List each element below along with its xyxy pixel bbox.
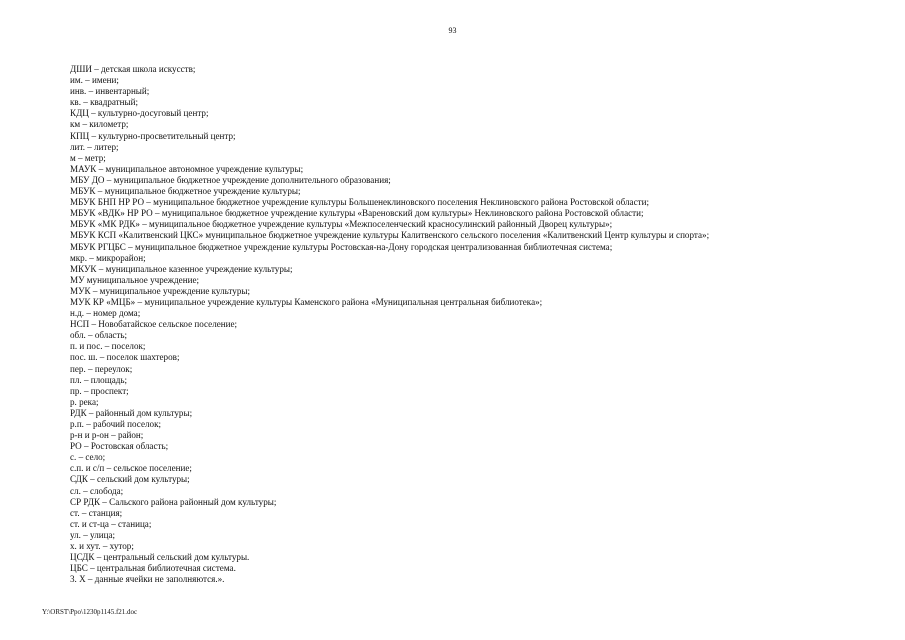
abbreviation-item: МУК КР «МЦБ» – муниципальное учреждение культуры Каменского района «Муниципальная центральная библиотека»; [70,296,543,307]
abbreviation-item: н.д. – номер дома; [70,308,141,319]
abbreviation-item: 3. Х – данные ячейки не заполняются.». [70,574,225,585]
abbreviation-item: НСП – Новобатайское сельское поселение; [70,319,238,330]
abbreviation-item: МБУ ДО – муниципальное бюджетное учреждение дополнительного образования; [70,174,391,185]
abbreviation-item: м – метр; [70,152,106,163]
abbreviation-item: км – километр; [70,119,129,130]
abbreviation-item: МУ муниципальное учреждение; [70,274,200,285]
abbreviation-item: МБУК КСП «Калитвенский ЦКС» муниципальное бюджетное учреждение культуры Калитвенского сельского поселения «Калитвенский Центр культуры и спорта»; [70,230,710,241]
footer-file-path: Y:\ORST\Ppo\1230p1145.f21.doc [42,608,138,616]
abbreviation-item: СДК – сельский дом культуры; [70,474,190,485]
abbreviation-item: ст. и ст-ца – станица; [70,518,152,529]
abbreviation-item: обл. – область; [70,330,128,341]
abbreviation-item: инв. – инвентарный; [70,86,150,97]
abbreviation-item: МБУК «ВДК» НР РО – муниципальное бюджетное учреждение культуры «Вареновский дом культуры» Неклиновского района Ростовской области; [70,208,644,219]
abbreviation-item: ЦСДК – центральный сельский дом культуры. [70,552,250,563]
abbreviation-item: р-н и р-он – район; [70,430,144,441]
abbreviation-item: КДЦ – культурно-досуговый центр; [70,108,209,119]
abbreviation-item: МБУК РГЦБС – муниципальное бюджетное учреждение культуры Ростовская-на-Дону городская централизованная библиотечная система; [70,241,613,252]
abbreviation-item: ул. – улица; [70,529,116,540]
abbreviation-item: пер. – переулок; [70,363,133,374]
abbreviation-item: с.п. и с/п – сельское поселение; [70,463,192,474]
abbreviation-item: РДК – районный дом культуры; [70,407,193,418]
abbreviation-item: ст. – станция; [70,507,123,518]
abbreviation-item: х. и хут. – хутор; [70,541,134,552]
abbreviation-list [70,64,890,585]
abbreviation-item: МБУК БНП НР РО – муниципальное бюджетное учреждение культуры Большенеклиновского поселения Неклиновского района Ростовской области; [70,197,649,208]
abbreviation-item: СР РДК – Сальского района районный дом культуры; [70,496,277,507]
page-number: 93 [448,26,457,35]
abbreviation-item: р. река; [70,396,99,407]
abbreviation-item: мкр. – микрорайон; [70,252,146,263]
abbreviation-item: пл. – площадь; [70,374,128,385]
abbreviation-item: кв. – квадратный; [70,97,139,108]
abbreviation-item: МБУК «МК РДК» – муниципальное бюджетное учреждение культуры «Межпоселенческий красносулинский районный Дворец культуры»; [70,219,613,230]
abbreviation-item: ЦБС – центральная библиотечная система. [70,563,236,574]
abbreviation-item: с. – село; [70,452,106,463]
abbreviation-item: лит. – литер; [70,141,119,152]
abbreviation-item: п. и пос. – поселок; [70,341,146,352]
abbreviation-item: МКУК – муниципальное казенное учреждение культуры; [70,263,293,274]
abbreviation-item: им. – имени; [70,75,119,86]
abbreviation-item: пр. – проспект; [70,385,129,396]
abbreviation-item: сл. – слобода; [70,485,124,496]
abbreviation-item: РО – Ростовская область; [70,441,169,452]
abbreviation-item: р.п. – рабочий поселок; [70,419,162,429]
abbreviation-item: пос. ш. – поселок шахтеров; [70,352,180,363]
abbreviation-item: МБУК – муниципальное бюджетное учреждение культуры; [70,186,301,197]
abbreviation-item: МАУК – муниципальное автономное учреждение культуры; [70,163,304,174]
abbreviation-item: МУК – муниципальное учреждение культуры; [70,285,251,296]
abbreviation-item: ДШИ – детская школа искусств; [70,64,196,74]
abbreviation-item: КПЦ – культурно-просветительный центр; [70,130,236,141]
